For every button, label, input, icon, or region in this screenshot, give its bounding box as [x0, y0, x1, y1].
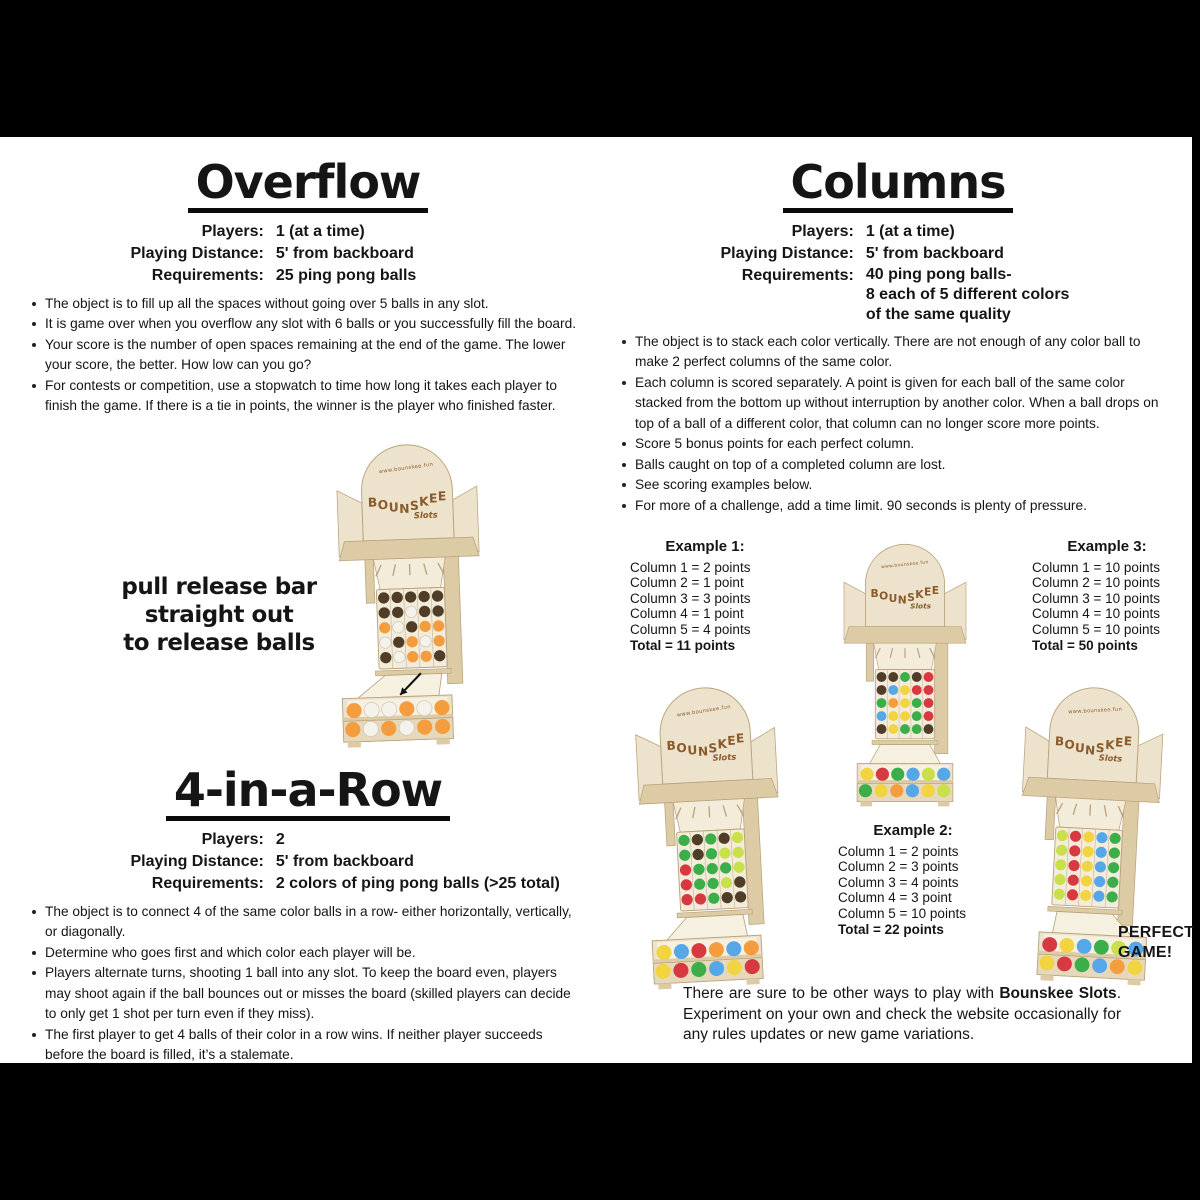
spec-label: Requirements:	[151, 874, 264, 892]
brand-name-text: BOUNSKEE	[1054, 734, 1133, 758]
rule-text: The object is to connect 4 of the same color balls in a row- either horizontally, vertically, or diagonally.	[45, 903, 572, 940]
spec-value: 5' from backboard	[275, 852, 414, 870]
spec-value: 5' from backboard	[865, 244, 1004, 262]
example-3-total: Total = 50 points	[1032, 638, 1138, 653]
spec-row	[32, 221, 584, 243]
spec-row	[622, 243, 1174, 265]
example-1-heading: Example 1:	[665, 538, 745, 555]
bullet-dot-icon	[622, 381, 626, 385]
grid-ball	[888, 672, 898, 682]
example-1-block	[630, 539, 780, 654]
rule-bullet-item	[32, 376, 584, 417]
rule-text: Score 5 bonus points for each perfect column.	[635, 436, 915, 452]
rule-text: Your score is the number of open spaces remaining at the end of the game. The lower your score, the better. How low can you go?	[45, 336, 566, 373]
spec-value	[866, 265, 1174, 325]
example-score-line: Column 1 = 2 points	[838, 843, 959, 859]
grid-ball	[420, 635, 432, 647]
example-3-heading: Example 3:	[1067, 538, 1147, 555]
spec-label: Playing Distance:	[130, 244, 264, 262]
spec-label: Players:	[201, 222, 264, 240]
spec-row	[32, 851, 584, 873]
example-2-block	[838, 823, 988, 938]
tray-ball	[875, 784, 888, 797]
machine-ramp	[869, 745, 942, 766]
grid-ball	[912, 711, 922, 721]
spec-label: Playing Distance:	[720, 244, 854, 262]
four-in-a-row-specs	[32, 829, 584, 895]
tray-ball	[876, 768, 889, 781]
grid-ball	[877, 672, 887, 682]
spec-row	[32, 873, 584, 895]
example-score-line: Column 1 = 2 points	[630, 559, 751, 575]
grid-ball	[924, 711, 934, 721]
tray-ball	[363, 721, 379, 737]
example-1-machine-figure	[835, 541, 975, 813]
columns-title: Columns	[783, 159, 1014, 213]
brand-url-text: www.bounskee.fun	[880, 560, 929, 571]
overflow-specs	[32, 221, 584, 287]
grid-ball	[900, 724, 910, 734]
bullet-dot-icon	[32, 951, 36, 955]
brand-sub-text: Slots	[712, 751, 737, 763]
columns-title-wrap	[622, 155, 1174, 213]
example-score-line: Column 2 = 10 points	[1032, 575, 1160, 590]
spec-value: 2 colors of ping pong balls (>25 total)	[275, 874, 560, 892]
grid-ball	[877, 685, 887, 695]
example-score-line: Column 5 = 10 points	[838, 905, 966, 921]
tray-ball	[417, 700, 433, 716]
example-score-line: Column 4 = 10 points	[1032, 606, 1160, 621]
example-score-line: Column 2 = 1 point	[630, 575, 744, 590]
grid-ball	[900, 698, 910, 708]
bullet-dot-icon	[622, 340, 626, 344]
rule-text: Determine who goes first and which color each player will be.	[45, 944, 416, 960]
rule-text: Each column is scored separately. A point is given for each ball of the same color stacked from the bottom up without interruption by another color. When a ball drops on top of a ball of a different color, that column can no longer score more points.	[635, 374, 1159, 431]
overflow-machine-figure	[333, 441, 488, 753]
grid-ball	[924, 724, 934, 734]
spec-label: Requirements:	[741, 266, 854, 284]
bullet-dot-icon	[32, 322, 36, 326]
rule-bullet-item	[622, 496, 1174, 517]
rule-text: See scoring examples below.	[635, 477, 813, 493]
rule-bullet-item	[622, 455, 1174, 476]
rule-bullet-item	[32, 335, 584, 376]
tray-ball	[860, 768, 873, 781]
rule-bullet-item	[622, 434, 1174, 455]
overflow-title-wrap	[32, 155, 584, 213]
spec-value-line: 8 each of 5 different colors	[865, 285, 1070, 303]
example-1-total: Total = 11 points	[630, 638, 736, 653]
rule-bullet-item	[32, 943, 584, 964]
example-score-line: Column 2 = 3 points	[838, 859, 959, 874]
rule-text: It is game over when you overflow any slot with 6 balls or you successfully fill the board.	[45, 316, 577, 332]
four-in-a-row-title: 4-in-a-Row	[166, 767, 450, 821]
bullet-dot-icon	[32, 971, 36, 975]
example-1-lines	[630, 560, 780, 638]
rules-page	[0, 137, 1195, 1063]
bullet-dot-icon	[622, 463, 626, 467]
release-bar-caption-line: pull release bar	[121, 574, 317, 600]
example-score-line: Column 1 = 10 points	[1032, 559, 1160, 575]
bullet-dot-icon	[32, 1033, 36, 1037]
example-2-lines	[838, 844, 988, 922]
example-3-lines	[1032, 560, 1182, 638]
tray-ball	[364, 702, 380, 718]
brand-url-text: www.bounskee.fun	[676, 704, 732, 719]
grid-ball	[888, 685, 898, 695]
spec-label: Requirements:	[151, 266, 264, 284]
rule-text: Balls caught on top of a completed column are lost.	[635, 456, 946, 472]
spec-value-line: of the same quality	[865, 305, 1011, 323]
section-columns	[622, 155, 1174, 516]
grid-ball	[912, 698, 922, 708]
spec-label: Playing Distance:	[130, 852, 264, 870]
closing-text: . Experiment on your own and check the website occasionally for any rules updates or new game variations.	[683, 985, 1121, 1043]
perfect-game-line: GAME!	[1118, 944, 1173, 961]
spec-value: 2	[275, 830, 285, 848]
brand-sub-text: Slots	[1098, 752, 1123, 764]
grid-ball	[393, 651, 405, 663]
rule-text: For more of a challenge, add a time limit. 90 seconds is plenty of pressure.	[635, 497, 1087, 513]
grid-ball	[379, 637, 391, 649]
rule-text: The object is to fill up all the spaces without going over 5 balls in any slot.	[45, 295, 489, 311]
grid-ball	[912, 672, 922, 682]
brand-url-text: www.bounskee.fun	[1068, 706, 1123, 716]
tray-ball	[906, 784, 919, 797]
tray-ball	[937, 784, 950, 797]
rule-text: For contests or competition, use a stopwatch to time how long it takes each player to finish the game. If there is a tie in points, the winner is the player who finished faster.	[45, 377, 558, 414]
spec-value: 25 ping pong balls	[275, 266, 417, 284]
grid-ball	[900, 672, 910, 682]
tray-ball	[890, 784, 903, 797]
overflow-title: Overflow	[188, 159, 429, 213]
grid-ball	[900, 711, 910, 721]
closing-text: There are sure to be other ways to play with	[683, 985, 1000, 1002]
spec-row	[32, 265, 584, 287]
columns-specs	[622, 221, 1174, 325]
section-4-in-a-row	[32, 763, 584, 1066]
tray-divider	[857, 780, 953, 783]
brand-sub-text: Slots	[413, 510, 438, 522]
spec-row	[32, 829, 584, 851]
grid-ball	[405, 606, 417, 618]
grid-ball	[912, 685, 922, 695]
tray-ball	[399, 720, 415, 736]
four-in-a-row-title-wrap	[32, 763, 584, 821]
spec-value: 5' from backboard	[275, 244, 414, 262]
bullet-dot-icon	[622, 504, 626, 508]
columns-rules-list	[622, 332, 1174, 517]
rule-text: The first player to get 4 balls of their color in a row wins. If neither player succeeds before the board is filled, it’s a stalemate.	[45, 1026, 543, 1063]
rule-bullet-item	[32, 963, 584, 1025]
spec-row	[622, 265, 1174, 325]
rule-bullet-item	[32, 294, 584, 315]
example-2-heading: Example 2:	[873, 822, 953, 839]
spec-row	[32, 243, 584, 265]
grid-ball	[877, 724, 887, 734]
tray-ball	[921, 784, 934, 797]
perfect-game-line: PERFECT	[1118, 924, 1195, 941]
spec-value: 1 (at a time)	[275, 222, 365, 240]
example-score-line: Column 5 = 4 points	[630, 621, 751, 637]
rule-bullet-item	[622, 475, 1174, 496]
bullet-dot-icon	[622, 442, 626, 446]
example-2-machine-figure	[633, 684, 788, 994]
brand-name-text: BOUNSKEE	[870, 583, 940, 607]
spec-value: 1 (at a time)	[865, 222, 955, 240]
rule-bullet-item	[622, 332, 1174, 373]
brand-name-text: BOUNSKEE	[367, 489, 447, 517]
machine-leg	[935, 638, 948, 753]
bullet-dot-icon	[32, 343, 36, 347]
bullet-dot-icon	[32, 910, 36, 914]
example-score-line: Column 3 = 10 points	[1032, 590, 1160, 606]
rule-bullet-item	[32, 1025, 584, 1066]
tray-ball	[906, 768, 919, 781]
bullet-dot-icon	[32, 384, 36, 388]
tray-ball	[859, 784, 872, 797]
rule-text: The object is to stack each color vertically. There are not enough of any color ball to make 2 perfect columns of the same color.	[635, 333, 1141, 370]
example-score-line: Column 5 = 10 points	[1032, 621, 1160, 637]
grid-ball	[912, 724, 922, 734]
spec-label: Players:	[791, 222, 854, 240]
grid-ball	[924, 672, 934, 682]
brand-name-text: BOUNSKEE	[666, 731, 746, 759]
brand-sub-text: Slots	[910, 601, 932, 611]
release-bar-caption-line: to release balls	[123, 630, 315, 656]
brand-url-text: www.bounskee.fun	[378, 461, 434, 476]
example-score-line: Column 4 = 3 point	[838, 890, 952, 905]
tray-ball	[937, 768, 950, 781]
grid-ball	[888, 711, 898, 721]
tray-ball	[922, 768, 935, 781]
grid-ball	[924, 685, 934, 695]
rule-bullet-item	[32, 902, 584, 943]
example-3-block	[1032, 539, 1182, 654]
grid-ball	[888, 698, 898, 708]
overflow-rules-list	[32, 294, 584, 417]
rule-bullet-item	[32, 314, 584, 335]
tray-ball	[381, 702, 397, 718]
four-in-a-row-rules-list	[32, 902, 584, 1066]
closing-paragraph	[683, 984, 1121, 1046]
example-score-line: Column 3 = 4 points	[838, 874, 959, 890]
bullet-dot-icon	[622, 483, 626, 487]
perfect-game-label	[1118, 923, 1200, 963]
spec-value-line: 40 ping pong balls-	[865, 265, 1012, 283]
spec-label: Players:	[201, 830, 264, 848]
example-score-line: Column 4 = 1 point	[630, 606, 744, 621]
release-bar	[872, 740, 938, 744]
grid-ball	[392, 621, 404, 633]
release-bar-caption-line: straight out	[144, 602, 294, 628]
grid-ball	[877, 698, 887, 708]
rule-text: Players alternate turns, shooting 1 ball into any slot. To keep the board even, players may shoot again if the ball bounces out or misses the board (skilled players can decide to only get 1 shot per turn even if they miss).	[45, 965, 571, 1022]
release-bar-caption	[84, 573, 354, 657]
section-overflow	[32, 155, 584, 417]
machine-shelf	[844, 627, 966, 643]
example-2-total: Total = 22 points	[838, 922, 944, 937]
grid-ball	[877, 711, 887, 721]
tray-ball	[891, 768, 904, 781]
example-score-line: Column 3 = 3 points	[630, 590, 751, 606]
rule-bullet-item	[622, 373, 1174, 435]
bullet-dot-icon	[32, 302, 36, 306]
grid-ball	[900, 685, 910, 695]
brand-name-bold: Bounskee Slots	[999, 985, 1117, 1002]
grid-ball	[888, 724, 898, 734]
spec-row	[622, 221, 1174, 243]
grid-ball	[924, 698, 934, 708]
